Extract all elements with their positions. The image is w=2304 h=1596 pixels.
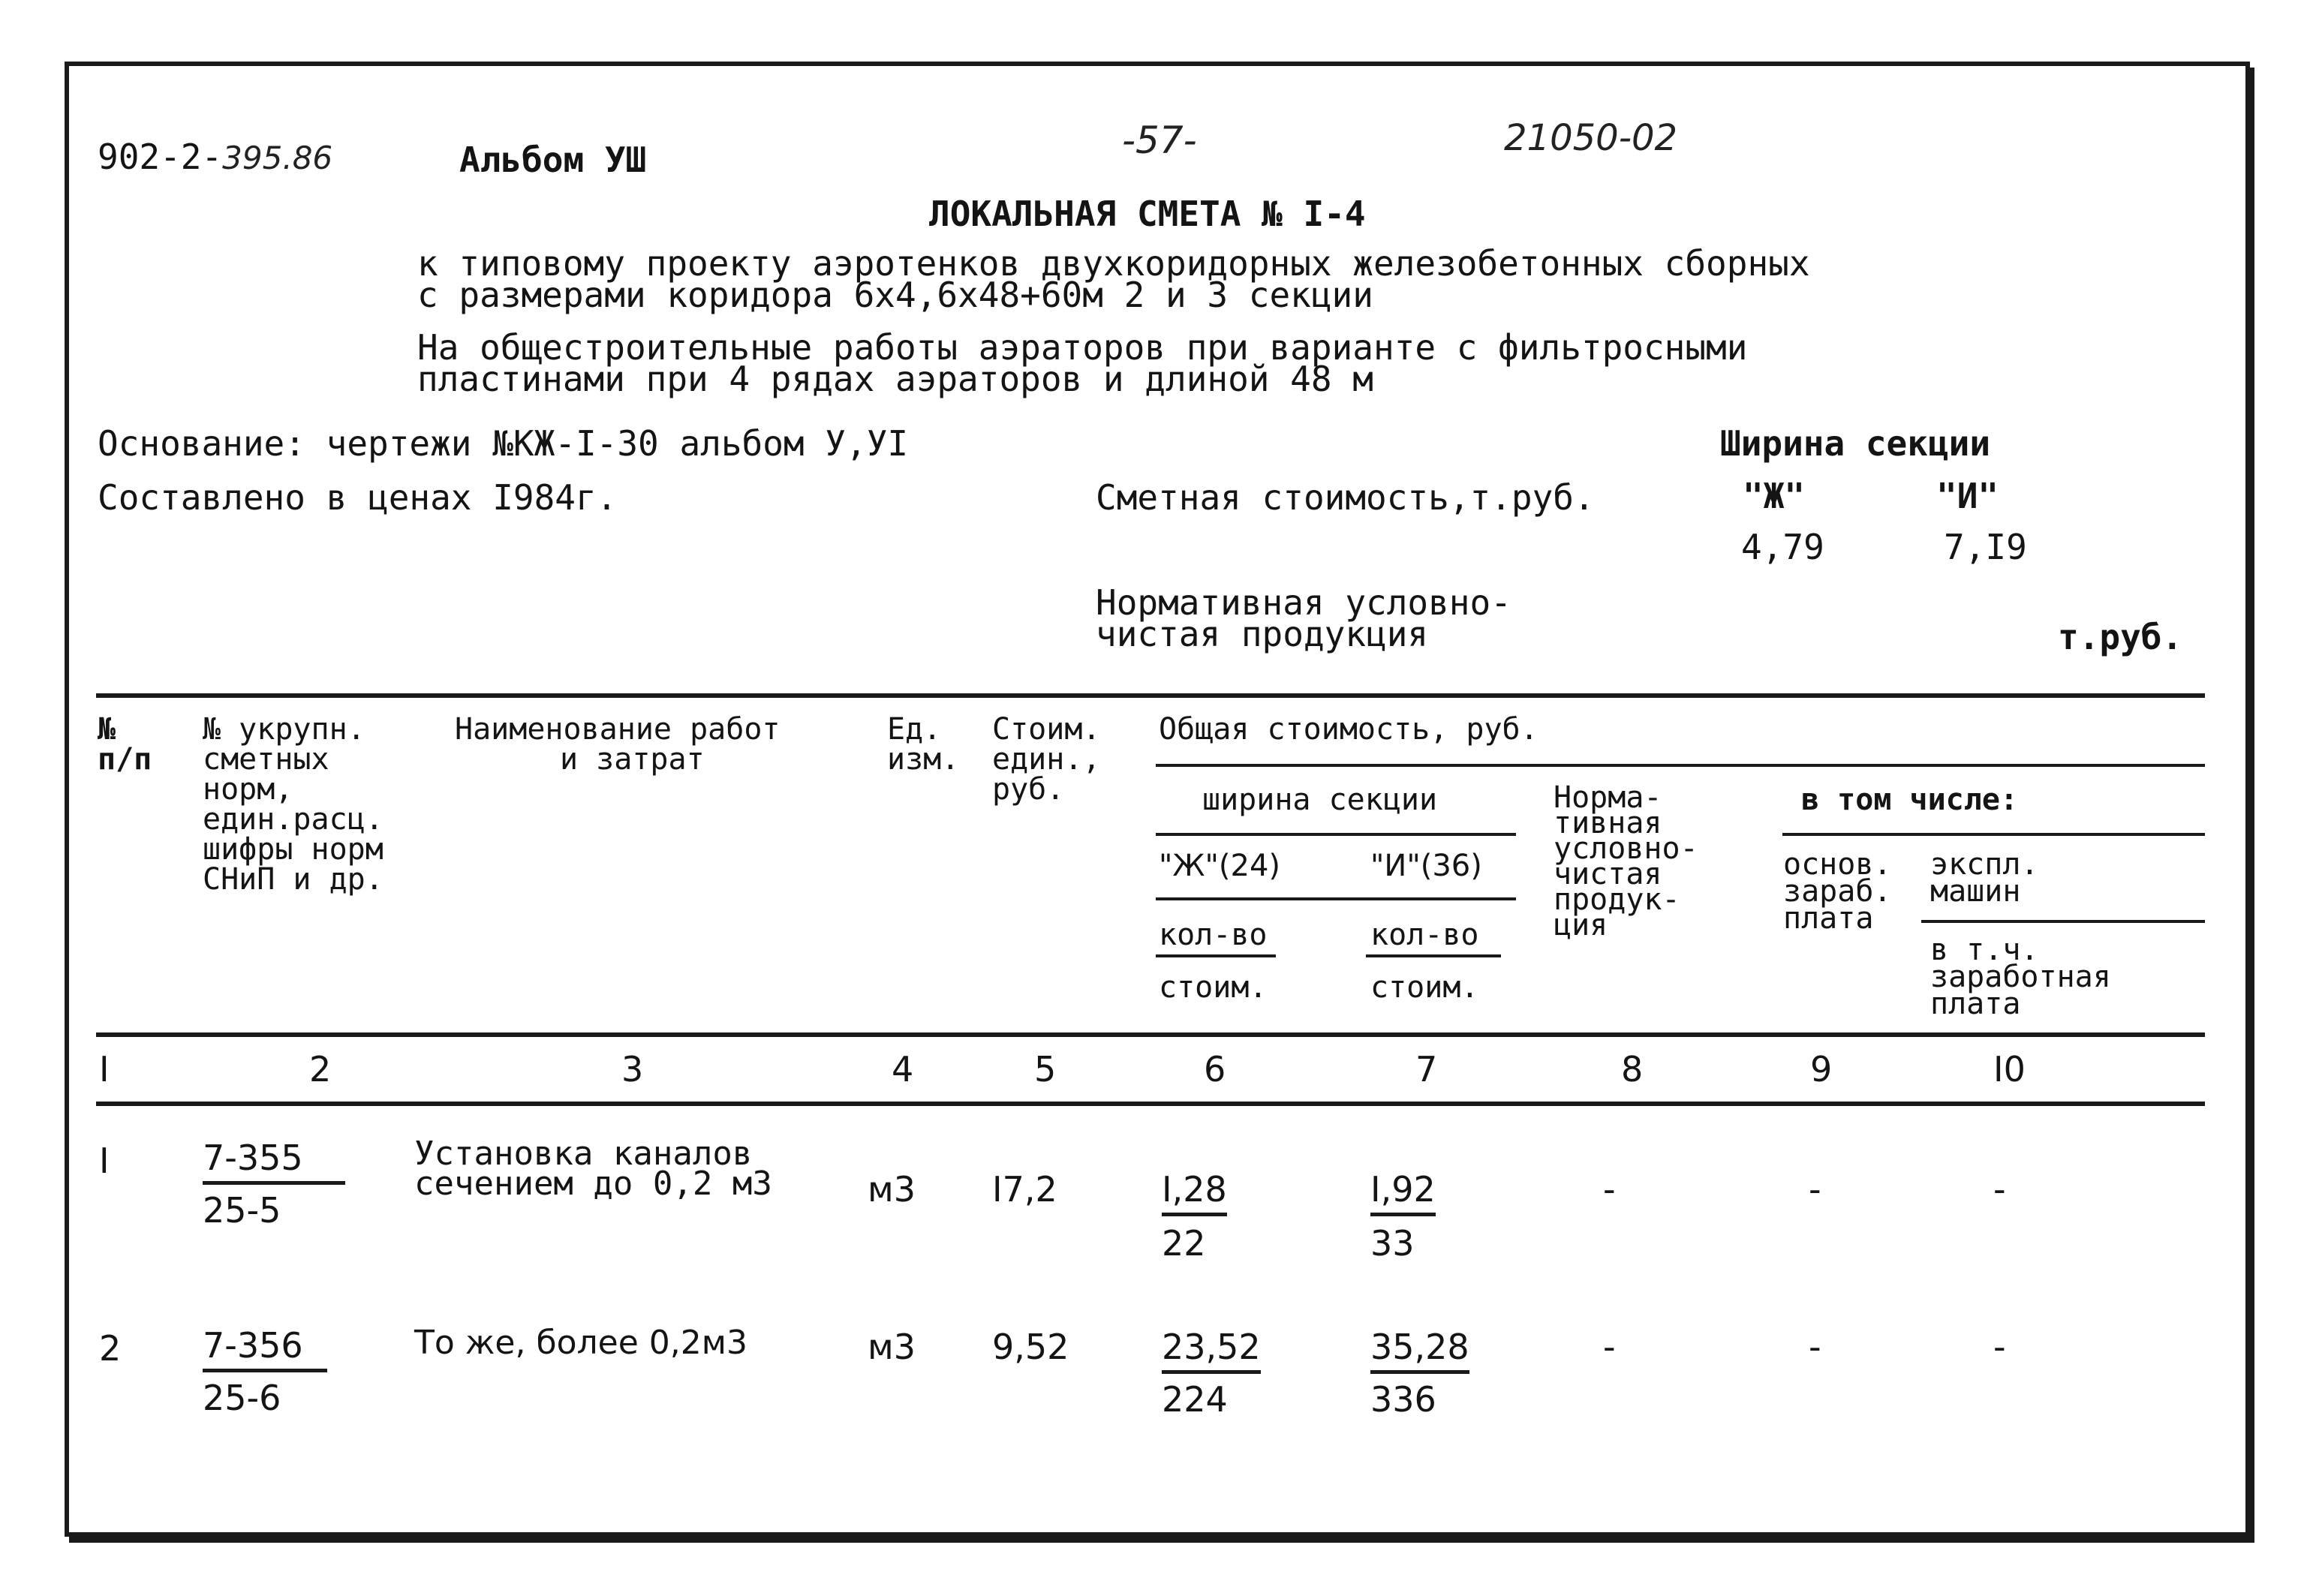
header-col2-line6: СНиП и др. bbox=[203, 862, 383, 897]
row1-code-bottom: 25-5 bbox=[203, 1190, 281, 1231]
header-col2 bbox=[203, 712, 383, 897]
header-norm bbox=[1554, 780, 1698, 942]
total-under-rule bbox=[1156, 764, 2205, 767]
section-zh-label: "Ж" bbox=[1743, 476, 1806, 516]
header-col4-line2: изм. bbox=[887, 742, 960, 777]
header-col2-line5: шифры норм bbox=[203, 832, 383, 867]
row1-zh-qty-text: I,28 bbox=[1162, 1169, 1227, 1216]
header-col3-line1: Наименование работ bbox=[455, 712, 781, 747]
header-norm-line5: продук- bbox=[1554, 882, 1680, 917]
doc-code-print: 902-2- bbox=[98, 137, 223, 177]
row1-price: I7,2 bbox=[992, 1169, 1057, 1210]
row2-i-qty bbox=[1370, 1327, 1469, 1367]
row1-i-cost: 33 bbox=[1370, 1223, 1415, 1264]
row2-price: 9,52 bbox=[992, 1327, 1069, 1367]
header-qty1: кол-во bbox=[1159, 918, 1268, 952]
header-i36: "И"(36) bbox=[1370, 849, 1482, 883]
colnum-bottom-rule bbox=[96, 1102, 2205, 1106]
subtitle-line4: пластинами при 4 рядах аэраторов и длиной 48 м bbox=[417, 359, 1373, 399]
header-col1-line2: п/п bbox=[98, 742, 152, 777]
row2-norm: - bbox=[1603, 1327, 1616, 1367]
qty2-under-rule bbox=[1366, 954, 1501, 957]
header-col1 bbox=[98, 712, 152, 777]
header-zh24: "Ж"(24) bbox=[1159, 849, 1280, 883]
header-norm-line3: условно- bbox=[1554, 831, 1698, 866]
doc-code-handwritten: 395.86 bbox=[222, 140, 333, 176]
row1-i-qty-text: I,92 bbox=[1370, 1169, 1436, 1216]
normative-line1: Нормативная условно- bbox=[1096, 582, 1511, 623]
header-wage-line2: заработная bbox=[1930, 960, 2111, 994]
row2-code-top-text: 7-356 bbox=[203, 1325, 327, 1372]
row2-zh-qty-text: 23,52 bbox=[1162, 1327, 1261, 1374]
row2-name-line1: То же, более 0,2м3 bbox=[414, 1324, 747, 1362]
doc-code bbox=[98, 137, 333, 177]
colnum-1: I bbox=[99, 1049, 110, 1090]
row2-name bbox=[414, 1324, 747, 1362]
section-i-label: "И" bbox=[1936, 476, 1999, 516]
row2-code-bottom: 25-6 bbox=[203, 1378, 281, 1418]
cost-label: Сметная стоимость,т.руб. bbox=[1096, 477, 1595, 518]
row1-zh-cost: 22 bbox=[1162, 1223, 1206, 1264]
header-col5-line1: Стоим. bbox=[992, 712, 1101, 747]
doc-number: 21050-02 bbox=[1504, 117, 1678, 159]
row2-unit: м3 bbox=[868, 1327, 916, 1367]
header-cost2: стоим. bbox=[1370, 970, 1479, 1005]
header-base-line3: плата bbox=[1783, 901, 1874, 936]
colnum-5: 5 bbox=[1034, 1049, 1057, 1090]
row1-num: I bbox=[99, 1141, 110, 1181]
normative-unit: т.руб. bbox=[2058, 617, 2183, 657]
colnum-10: I0 bbox=[1993, 1049, 2026, 1090]
section-width-label: Ширина секции bbox=[1720, 423, 1991, 464]
subtitle-line1: к типовому проекту аэротенков двухкоридорных железобетонных сборных bbox=[417, 243, 1810, 284]
colnum-6: 6 bbox=[1204, 1049, 1226, 1090]
header-col2-line1: № укрупн. bbox=[203, 712, 365, 747]
header-norm-line4: чистая bbox=[1554, 857, 1662, 891]
header-wage bbox=[1930, 933, 2111, 1021]
colnum-8: 8 bbox=[1621, 1049, 1644, 1090]
row1-zh-qty bbox=[1162, 1169, 1227, 1210]
row1-code-top-text: 7-355 bbox=[203, 1138, 345, 1185]
header-col3-line2: и затрат bbox=[560, 742, 705, 777]
header-col5-line3: руб. bbox=[992, 772, 1065, 807]
header-col2-line2: сметных bbox=[203, 742, 329, 777]
row2-num: 2 bbox=[99, 1328, 122, 1369]
subtitle-line3: На общестроительные работы аэраторов при варианте с фильтросными bbox=[417, 327, 1748, 368]
zh-i-under-rule bbox=[1156, 897, 1516, 900]
header-norm-line2: тивная bbox=[1554, 806, 1662, 840]
header-incl: в том числе: bbox=[1801, 783, 2018, 817]
header-col3 bbox=[455, 712, 781, 777]
incl-under-rule bbox=[1782, 833, 2205, 836]
header-total: Общая стоимость, руб. bbox=[1159, 712, 1539, 747]
row1-name-line2: сечением до 0,2 м3 bbox=[414, 1165, 772, 1203]
qty1-under-rule bbox=[1156, 954, 1276, 957]
header-col1-line1: № bbox=[98, 712, 116, 747]
row2-i-cost: 336 bbox=[1370, 1379, 1436, 1420]
header-col2-line4: един.расц. bbox=[203, 802, 383, 837]
row2-base: - bbox=[1809, 1327, 1821, 1367]
exp-under-rule bbox=[1921, 920, 2205, 923]
table-top-rule bbox=[96, 693, 2205, 698]
header-base bbox=[1783, 847, 1892, 936]
header-norm-line6: ция bbox=[1554, 908, 1608, 942]
colnum-9: 9 bbox=[1810, 1049, 1833, 1090]
header-qty2: кол-во bbox=[1370, 918, 1479, 952]
cost-zh-value: 4,79 bbox=[1741, 527, 1824, 567]
normative-line2: чистая продукция bbox=[1096, 614, 1429, 654]
cost-i-value: 7,I9 bbox=[1944, 527, 2027, 567]
row2-zh-cost: 224 bbox=[1162, 1379, 1228, 1420]
header-cost1: стоим. bbox=[1159, 970, 1268, 1005]
header-col5-line2: един., bbox=[992, 742, 1101, 777]
header-base-line1: основ. bbox=[1783, 847, 1892, 882]
prices-text: Составлено в ценах I984г. bbox=[98, 477, 618, 518]
row1-unit: м3 bbox=[868, 1169, 916, 1210]
header-width: ширина секции bbox=[1202, 783, 1438, 817]
header-col2-line3: норм, bbox=[203, 772, 293, 807]
header-exp-line2: машин bbox=[1930, 874, 2021, 909]
colnum-2: 2 bbox=[309, 1049, 332, 1090]
colnum-4: 4 bbox=[892, 1049, 914, 1090]
colnum-7: 7 bbox=[1415, 1049, 1438, 1090]
row1-norm: - bbox=[1603, 1169, 1616, 1210]
header-exp bbox=[1930, 847, 2039, 909]
row2-exp: - bbox=[1993, 1327, 2006, 1367]
header-col4-line1: Ед. bbox=[887, 712, 942, 747]
colnum-3: 3 bbox=[621, 1049, 644, 1090]
header-wage-line1: в т.ч. bbox=[1930, 933, 2039, 967]
header-bottom-rule bbox=[96, 1032, 2205, 1037]
page-title: ЛОКАЛЬНАЯ СМЕТА № I-4 bbox=[929, 194, 1366, 234]
basis-text: Основание: чертежи №КЖ-I-30 альбом У,УI bbox=[98, 423, 909, 464]
header-wage-line3: плата bbox=[1930, 987, 2021, 1021]
header-exp-line1: экспл. bbox=[1930, 847, 2039, 882]
header-base-line2: зараб. bbox=[1783, 874, 1892, 909]
header-norm-line1: Норма- bbox=[1554, 780, 1662, 815]
row1-i-qty bbox=[1370, 1169, 1436, 1210]
row2-zh-qty bbox=[1162, 1327, 1261, 1367]
page-number: -57- bbox=[1122, 119, 1197, 162]
row2-code-top bbox=[203, 1325, 327, 1366]
row1-base: - bbox=[1809, 1169, 1821, 1210]
album-label: Альбом УШ bbox=[459, 140, 647, 180]
row1-exp: - bbox=[1993, 1169, 2006, 1210]
width-under-rule bbox=[1156, 833, 1516, 836]
row1-name bbox=[414, 1135, 772, 1203]
header-col4 bbox=[887, 712, 960, 777]
subtitle-line2: с размерами коридора 6х4,6х48+60м 2 и 3 секции bbox=[417, 275, 1373, 315]
row1-name-line1: Установка каналов bbox=[414, 1135, 753, 1173]
row2-i-qty-text: 35,28 bbox=[1370, 1327, 1469, 1374]
header-col5 bbox=[992, 712, 1101, 807]
row1-code-top bbox=[203, 1138, 345, 1178]
